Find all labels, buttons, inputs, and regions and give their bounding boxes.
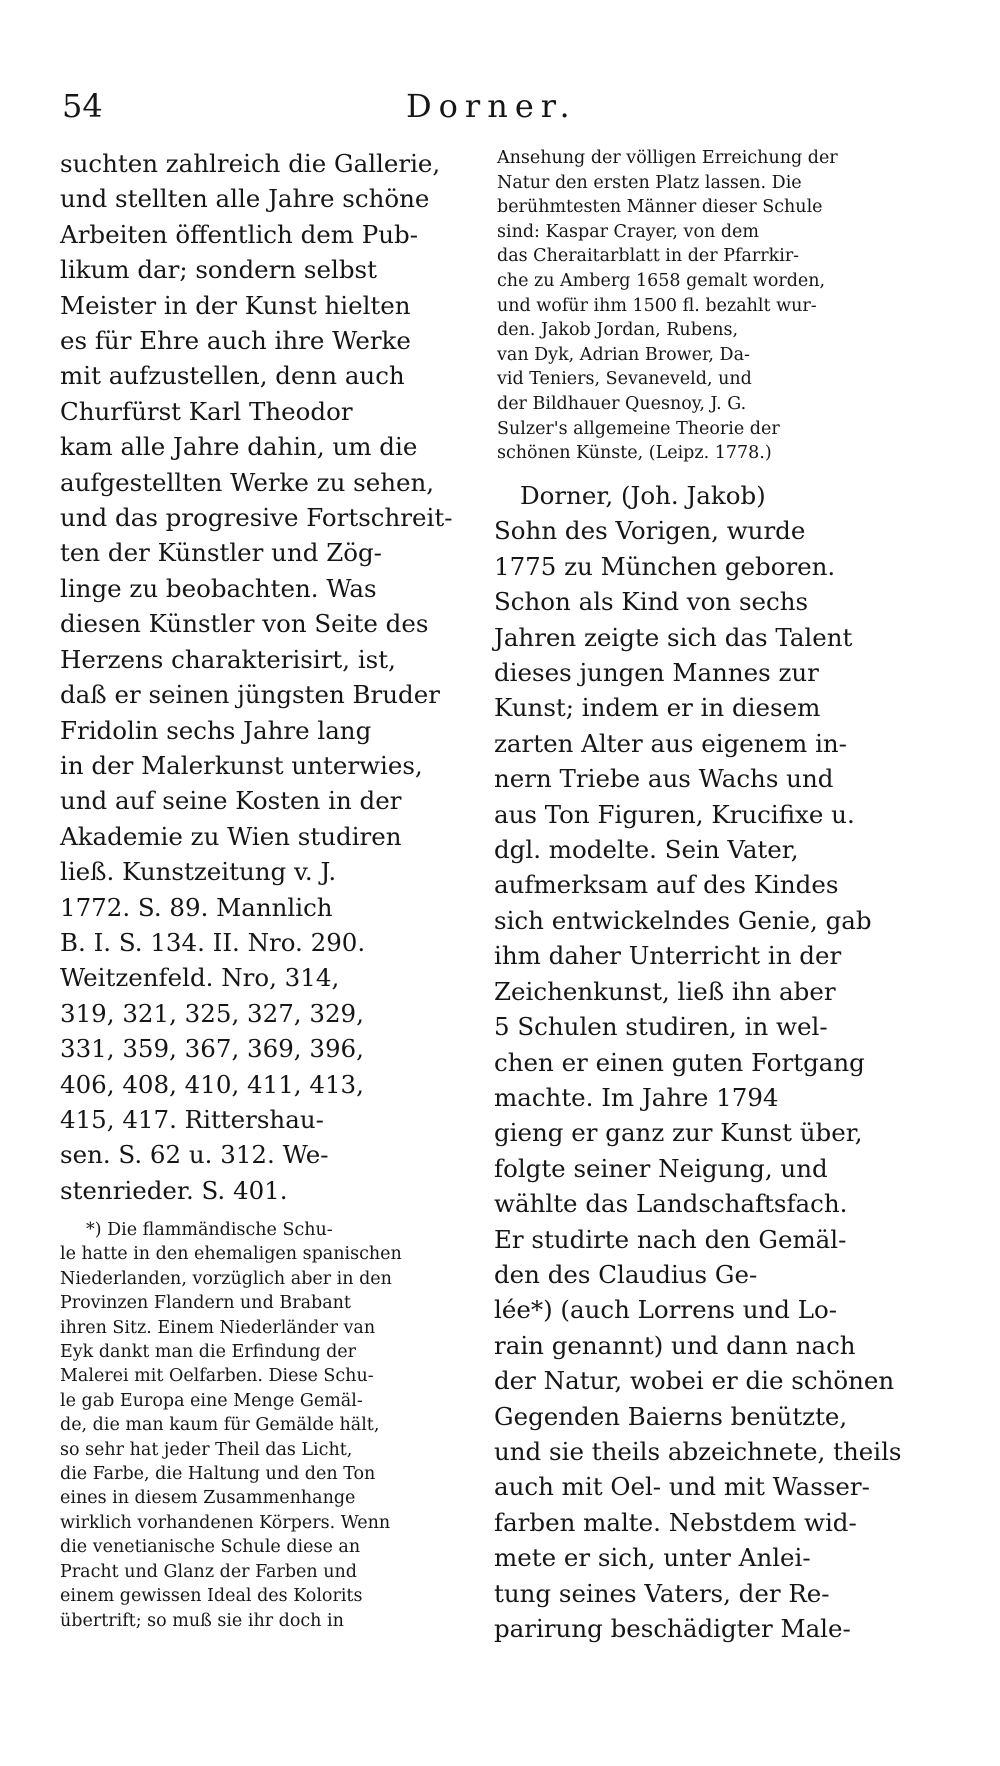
footnote-line: so sehr hat jeder Theil das Licht, xyxy=(60,1439,353,1460)
text-line: Zeichenkunst, ließ ihn aber xyxy=(494,976,836,1006)
text-line: und auf seine Kosten in der xyxy=(60,786,402,816)
text-line: 5 Schulen studiren, in wel- xyxy=(494,1012,828,1042)
footnote-line: Ansehung der völligen Erreichung der xyxy=(497,148,838,168)
footnote-line: schönen Künste, (Leipz. 1778.) xyxy=(497,443,772,464)
text-line: nern Triebe aus Wachs und xyxy=(494,764,834,794)
text-line: der Natur, wobei er die schönen xyxy=(494,1366,895,1396)
footnote-line: berühmtesten Männer dieser Schule xyxy=(497,197,823,218)
text-line: tung seines Vaters, der Re- xyxy=(494,1578,830,1608)
text-line: stenrieder. S. 401. xyxy=(60,1175,288,1205)
text-line: B. I. S. 134. II. Nro. 290. xyxy=(60,927,366,957)
text-line: es für Ehre auch ihre Werke xyxy=(60,326,411,356)
text-line: Dorner, (Joh. Jakob) xyxy=(520,481,766,510)
text-line: dgl. modelte. Sein Vater, xyxy=(494,835,799,865)
text-line: aufgestellten Werke zu sehen, xyxy=(60,467,435,497)
text-line: den des Claudius Ge- xyxy=(494,1259,758,1289)
footnote-line: einem gewissen Ideal des Kolorits xyxy=(60,1586,363,1607)
footnote-line: che zu Amberg 1658 gemalt worden, xyxy=(497,270,826,291)
footnote-left xyxy=(60,1218,460,1633)
text-line: Herzens charakterisirt, ist, xyxy=(60,644,396,674)
footnote-line: Malerei mit Oelfarben. Diese Schu- xyxy=(60,1366,374,1387)
text-line: sich entwickelndes Genie, gab xyxy=(494,905,872,935)
right-column-text xyxy=(494,478,924,1646)
footnote-line: übertrift; so muß sie ihr doch in xyxy=(60,1610,344,1631)
text-line: mete er sich, unter Anlei- xyxy=(494,1543,811,1573)
text-line: kam alle Jahre dahin, um die xyxy=(60,432,418,462)
text-line: Sohn des Vorigen, wurde xyxy=(494,516,806,546)
text-line: Arbeiten öffentlich dem Pub- xyxy=(60,219,419,249)
footnote-line: das Cheraitarblatt in der Pfarrkir- xyxy=(497,246,800,267)
text-line: parirung beschädigter Male- xyxy=(494,1614,851,1643)
text-line: Er studirte nach den Gemäl- xyxy=(494,1224,847,1254)
text-line: Meister in der Kunst hielten xyxy=(60,290,411,320)
text-line: ten der Künstler und Zög- xyxy=(60,538,382,568)
text-line: und das progresive Fortschreit- xyxy=(60,503,453,533)
text-line: Weitzenfeld. Nro, 314, xyxy=(60,963,340,993)
text-line: sen. S. 62 u. 312. We- xyxy=(60,1140,329,1170)
text-line: folgte seiner Neigung, und xyxy=(494,1153,828,1183)
text-line: lée*) (auch Lorrens und Lo- xyxy=(494,1295,838,1325)
footnote-line: Pracht und Glanz der Farben und xyxy=(60,1561,357,1582)
footnote-line: le gab Europa eine Menge Gemäl- xyxy=(60,1390,363,1411)
footnote-line: Niederlanden, vorzüglich aber in den xyxy=(60,1268,392,1289)
text-line: Gegenden Baierns benützte, xyxy=(494,1401,848,1431)
text-line: dieses jungen Mannes zur xyxy=(494,658,819,688)
text-line: 415, 417. Rittershau- xyxy=(60,1104,324,1134)
footnote-line: den. Jakob Jordan, Rubens, xyxy=(497,320,739,341)
text-line: rain genannt) und dann nach xyxy=(494,1330,856,1360)
text-line: aufmerksam auf des Kindes xyxy=(494,870,839,900)
text-line: diesen Künstler von Seite des xyxy=(60,609,429,639)
text-line: chen er einen guten Fortgang xyxy=(494,1047,865,1077)
text-line: Fridolin sechs Jahre lang xyxy=(60,715,372,745)
text-line: daß er seinen jüngsten Bruder xyxy=(60,680,440,710)
footnote-right xyxy=(497,146,922,466)
text-line: 331, 359, 367, 369, 396, xyxy=(60,1034,364,1064)
footnote-line: van Dyk, Adrian Brower, Da- xyxy=(497,344,750,365)
running-title: Dorner. xyxy=(406,87,577,125)
left-column-text xyxy=(60,146,460,1208)
text-line: 1772. S. 89. Mannlich xyxy=(60,892,333,922)
footnote-line: und wofür ihm 1500 fl. bezahlt wur- xyxy=(497,295,817,316)
text-line: und sie theils abzeichnete, theils xyxy=(494,1436,902,1466)
text-line: wählte das Landschaftsfach. xyxy=(494,1189,848,1219)
footnote-line: Natur den ersten Platz lassen. Die xyxy=(497,172,802,193)
text-line: ihm daher Unterricht in der xyxy=(494,941,842,971)
text-line: 406, 408, 410, 411, 413, xyxy=(60,1069,364,1099)
text-line: 319, 321, 325, 327, 329, xyxy=(60,998,364,1028)
text-line: farben malte. Nebstdem wid- xyxy=(494,1507,857,1537)
footnote-line: de, die man kaum für Gemälde hält, xyxy=(60,1415,380,1436)
text-line: aus Ton Figuren, Krucifixe u. xyxy=(494,799,855,829)
footnote-line: die venetianische Schule diese an xyxy=(60,1537,361,1558)
footnote-line: le hatte in den ehemaligen spanischen xyxy=(60,1244,402,1265)
footnote-line: vid Teniers, Sevaneveld, und xyxy=(497,369,752,390)
footnote-line: *) Die flammändische Schu- xyxy=(86,1220,333,1240)
footnote-line: wirklich vorhandenen Körpers. Wenn xyxy=(60,1512,391,1533)
text-line: machte. Im Jahre 1794 xyxy=(494,1082,779,1112)
text-line: Jahren zeigte sich das Talent xyxy=(494,622,853,652)
text-line: ließ. Kunstzeitung v. J. xyxy=(60,857,337,887)
text-line: Churfürst Karl Theodor xyxy=(60,396,353,426)
text-line: Akademie zu Wien studiren xyxy=(60,821,402,851)
text-line: gieng er ganz zur Kunst über, xyxy=(494,1118,863,1148)
text-line: zarten Alter aus eigenem in- xyxy=(494,728,847,758)
footnote-line: Provinzen Flandern und Brabant xyxy=(60,1293,351,1314)
text-line: und stellten alle Jahre schöne xyxy=(60,184,430,214)
text-line: suchten zahlreich die Gallerie, xyxy=(60,149,441,178)
footnote-line: sind: Kaspar Crayer, von dem xyxy=(497,221,759,242)
footnote-line: eines in diesem Zusammenhange xyxy=(60,1488,356,1509)
footnote-line: Sulzer's allgemeine Theorie der xyxy=(497,418,780,439)
footnote-line: Eyk dankt man die Erfindung der xyxy=(60,1342,357,1363)
page-number: 54 xyxy=(62,87,103,125)
footnote-line: der Bildhauer Quesnoy, J. G. xyxy=(497,393,747,414)
text-line: auch mit Oel- und mit Wasser- xyxy=(494,1472,870,1502)
text-line: mit aufzustellen, denn auch xyxy=(60,361,405,391)
footnote-line: ihren Sitz. Einem Niederländer van xyxy=(60,1317,376,1338)
text-line: Kunst; indem er in diesem xyxy=(494,693,821,723)
footnote-line: die Farbe, die Haltung und den Ton xyxy=(60,1464,376,1485)
text-line: 1775 zu München geboren. xyxy=(494,551,836,581)
text-line: in der Malerkunst unterwies, xyxy=(60,750,423,780)
text-line: Schon als Kind von sechs xyxy=(494,587,809,617)
text-line: linge zu beobachten. Was xyxy=(60,573,377,603)
page-header xyxy=(62,82,922,138)
text-line: likum dar; sondern selbst xyxy=(60,255,377,285)
